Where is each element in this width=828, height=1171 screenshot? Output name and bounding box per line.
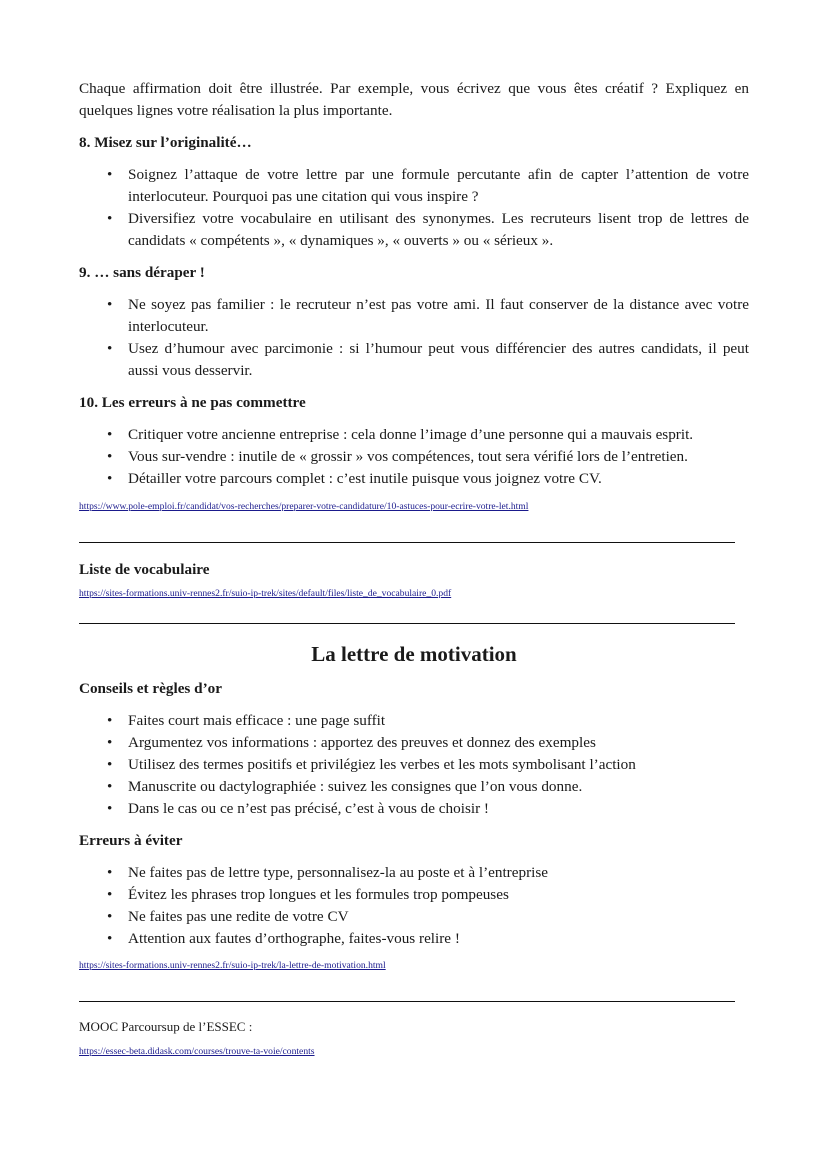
list-item: • Argumentez vos informations : apportez des preuves et donnez des exemples — [79, 732, 749, 754]
vocab-link[interactable]: https://sites-formations.univ-rennes2.fr/suio-ip-trek/sites/default/files/liste_de_vocabulaire_0.pdf — [79, 588, 452, 599]
list-item: • Faites court mais efficace : une page suffit — [79, 710, 749, 732]
list-item: • Manuscrite ou dactylographiée : suivez les consignes que l’on vous donne. — [79, 776, 749, 798]
pole-emploi-link[interactable]: https://www.pole-emploi.fr/candidat/vos-recherches/preparer-votre-candidature/10-astuces-pour-ecrire-votre-let.html — [79, 501, 529, 512]
list-item: • Dans le cas ou ce n’est pas précisé, c’est à vous de choisir ! — [79, 798, 749, 820]
divider — [79, 542, 735, 543]
section-10-list — [79, 424, 749, 490]
page-title: La lettre de motivation — [311, 642, 517, 666]
erreurs-list — [79, 862, 749, 950]
intro-paragraph: Chaque affirmation doit être illustrée. Par exemple, vous écrivez que vous êtes créatif ? Expliquez en quelques lignes votre réalisation la plus importante. — [79, 80, 749, 119]
list-item: • Ne faites pas une redite de votre CV — [79, 906, 749, 928]
list-item: • Détailler votre parcours complet : c’est inutile puisque vous joignez votre CV. — [79, 468, 749, 490]
lettre-motivation-link[interactable]: https://sites-formations.univ-rennes2.fr/suio-ip-trek/la-lettre-de-motivation.html — [79, 960, 386, 971]
list-item: • Utilisez des termes positifs et privilégiez les verbes et les mots symbolisant l’action — [79, 754, 749, 776]
section-8-heading: 8. Misez sur l’originalité… — [79, 134, 252, 151]
list-item: • Ne faites pas de lettre type, personnalisez-la au poste et à l’entreprise — [79, 862, 749, 884]
divider — [79, 623, 735, 624]
divider — [79, 1001, 735, 1002]
section-9-heading: 9. … sans déraper ! — [79, 264, 205, 281]
list-item: • Critiquer votre ancienne entreprise : cela donne l’image d’une personne qui a mauvais esprit. — [79, 424, 749, 446]
list-item: • Usez d’humour avec parcimonie : si l’humour peut vous différencier des autres candidats, il peut aussi vous desservir. — [79, 338, 749, 382]
list-item: • Attention aux fautes d’orthographe, faites-vous relire ! — [79, 928, 749, 950]
section-9-list — [79, 294, 749, 382]
mooc-label: MOOC Parcoursup de l’ESSEC : — [79, 1019, 253, 1034]
mooc-link[interactable]: https://essec-beta.didask.com/courses/trouve-ta-voie/contents — [79, 1046, 315, 1057]
erreurs-heading: Erreurs à éviter — [79, 832, 183, 849]
conseils-list — [79, 710, 749, 820]
conseils-heading: Conseils et règles d’or — [79, 680, 222, 697]
vocab-heading: Liste de vocabulaire — [79, 561, 210, 578]
list-item: • Vous sur-vendre : inutile de « grossir » vos compétences, tout sera vérifié lors de l’entretien. — [79, 446, 749, 468]
list-item: • Évitez les phrases trop longues et les formules trop pompeuses — [79, 884, 749, 906]
list-item: • Ne soyez pas familier : le recruteur n’est pas votre ami. Il faut conserver de la distance avec votre interlocuteur. — [79, 294, 749, 338]
section-10-heading: 10. Les erreurs à ne pas commettre — [79, 394, 306, 411]
document-page — [79, 78, 749, 1059]
list-item: • Diversifiez votre vocabulaire en utilisant des synonymes. Les recruteurs lisent trop de lettres de candidats « compétents », « dynamiques », « ouverts » ou « sérieux ». — [79, 208, 749, 252]
section-8-list — [79, 164, 749, 252]
list-item: • Soignez l’attaque de votre lettre par une formule percutante afin de capter l’attention de votre interlocuteur. Pourquoi pas une citation qui vous inspire ? — [79, 164, 749, 208]
